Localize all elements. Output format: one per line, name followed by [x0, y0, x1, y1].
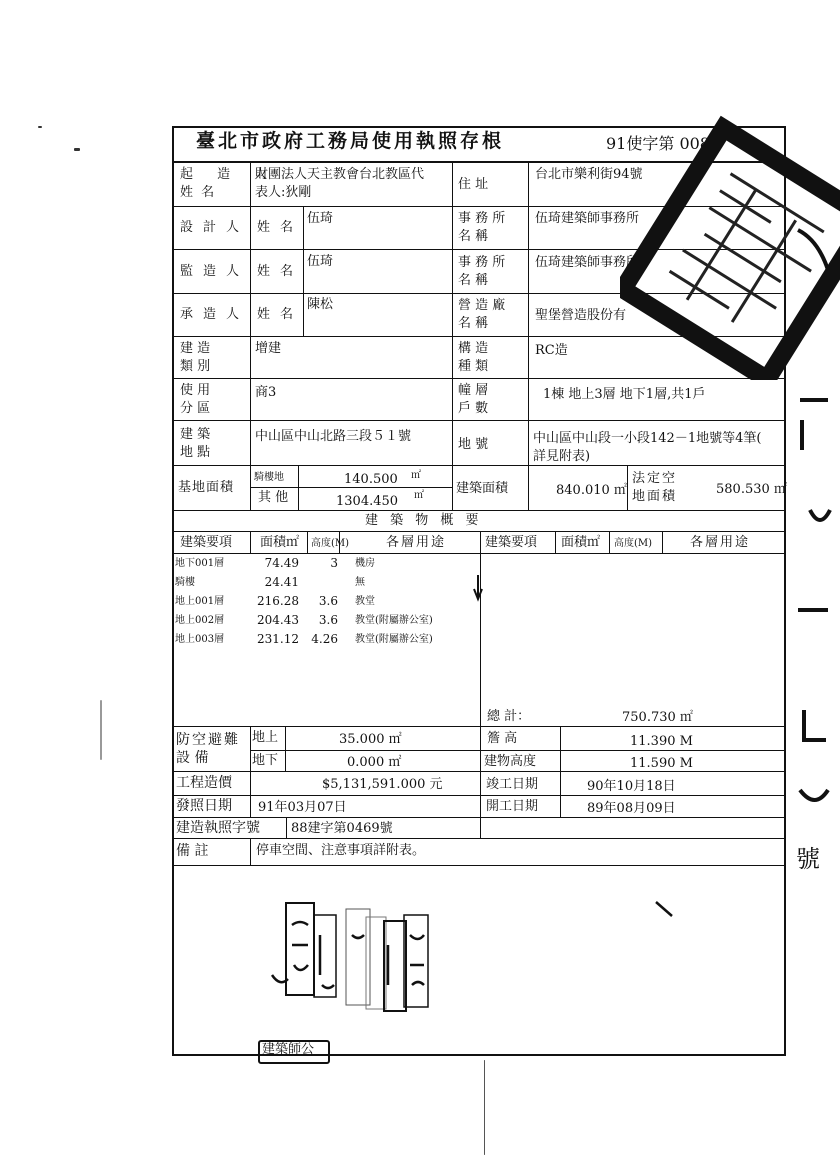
pen-mark: [472, 575, 484, 605]
shelter-label: 防空避難: [176, 732, 240, 748]
designer-name-label: 姓名: [257, 220, 304, 235]
adjacent-page-marks: [790, 150, 840, 890]
eave-value: 11.390 M: [630, 734, 693, 749]
contractor-office-label-2: 名 稱: [458, 316, 489, 331]
contractor-name-label: 姓名: [257, 307, 304, 322]
floor-use: 教堂(附屬辦公室): [355, 615, 433, 626]
remarks-label: 備 註: [176, 843, 209, 859]
floor-area: 216.28: [257, 594, 299, 608]
shelter-below-value: 0.000 ㎡: [347, 755, 402, 770]
applicant-name: 財團法人天主教會台北教區代: [255, 167, 425, 182]
total-value: 750.730 ㎡: [622, 710, 693, 725]
structure-value: RC造: [535, 343, 568, 358]
header-height: 高度(M): [311, 538, 350, 549]
other-unit: ㎡: [414, 490, 424, 501]
shelter-above-label: 地上: [252, 730, 279, 745]
header-use: 各層用途: [386, 535, 447, 550]
floor-height: 3.6: [318, 594, 338, 608]
floor-name: 地下001層: [175, 558, 225, 569]
contractor-office: 聖堡營造股份有: [535, 308, 627, 323]
legal-space-label-2: 地面積: [632, 489, 678, 504]
structure-label: 構 造: [458, 341, 489, 356]
header-use-right: 各層用途: [690, 535, 751, 550]
license-value: 88建字第0469號: [291, 821, 393, 836]
applicant-label-2: 姓 名: [180, 185, 217, 200]
floor-use: 機房: [355, 558, 375, 569]
completion-label: 竣工日期: [486, 777, 539, 792]
floor-area: 24.41: [264, 575, 299, 589]
location-value: 中山區中山北路三段５１號: [255, 429, 412, 444]
floor-name: 地上001層: [175, 596, 225, 607]
header-item-right: 建築要項: [485, 535, 538, 550]
total-label: 總 計：: [487, 709, 531, 724]
completion-date: 90年10月18日: [587, 779, 676, 794]
use-zone-label-2: 分 區: [180, 401, 211, 416]
building-height-label: 建物高度: [484, 754, 537, 769]
other-label: 其 他: [258, 490, 289, 505]
eave-label: 簷 高: [487, 731, 518, 746]
build-type-value: 增建: [255, 341, 282, 356]
building-area-value: 840.010 ㎡: [556, 483, 627, 498]
arcade-unit: ㎡: [411, 470, 421, 481]
structure-label-2: 種 類: [458, 359, 489, 374]
designer-label: 設計人: [180, 220, 250, 235]
supervisor-label: 監造人: [180, 264, 250, 279]
building-area-label: 建築面積: [456, 481, 509, 496]
start-date: 89年08月09日: [587, 801, 676, 816]
contractor-name: 陳松: [307, 297, 334, 312]
supervisor-name-label: 姓名: [257, 264, 304, 279]
overview-title: 建 築 物 概 要: [365, 513, 483, 528]
designer-office-label: 事 務 所: [458, 211, 506, 226]
site-area-label: 基地面積: [178, 480, 235, 495]
scan-line: [100, 700, 102, 760]
location-label-2: 地 點: [180, 445, 211, 460]
designer-name: 伍琦: [307, 211, 334, 226]
applicant-name-2: 表人:狄剛: [255, 185, 312, 200]
floors-value: 1棟 地上3層 地下1層,共1戶: [543, 387, 706, 402]
build-type-label: 建 造: [180, 341, 211, 356]
build-type-label-2: 類 別: [180, 359, 211, 374]
other-value: 1304.450: [336, 494, 399, 509]
lot-label: 地 號: [458, 437, 489, 452]
designer-office: 伍琦建築師事務所: [535, 211, 640, 226]
scan-line: [484, 1060, 485, 1155]
start-label: 開工日期: [486, 799, 539, 814]
applicant-label: 起 造 人: [180, 167, 278, 182]
header-item: 建築要項: [180, 535, 233, 550]
cost-value: $5,131,591.000 元: [322, 777, 443, 792]
supervisor-office: 伍琦建築師事務所: [535, 255, 640, 270]
address-label: 住 址: [458, 177, 489, 192]
side-mark: 號: [796, 845, 820, 873]
permit-number: 91使字第 008: [606, 134, 710, 153]
shelter-above-value: 35.000 ㎡: [339, 732, 402, 747]
floor-area: 74.49: [264, 556, 299, 570]
contractor-label: 承造人: [180, 307, 250, 322]
contractor-office-label: 營 造 廠: [458, 298, 506, 313]
scan-speck: [38, 126, 42, 128]
floor-use: 教堂(附屬辦公室): [355, 634, 433, 645]
issue-label: 發照日期: [176, 798, 232, 814]
building-height-value: 11.590 M: [630, 756, 693, 771]
lot-value-2: 詳見附表): [533, 449, 591, 464]
supervisor-name: 伍琦: [307, 254, 334, 269]
scan-speck: [74, 148, 80, 151]
supervisor-office-label-2: 名 稱: [458, 273, 489, 288]
floor-name: 騎樓: [175, 577, 195, 588]
floors-label: 幢 層: [458, 383, 489, 398]
address-value: 台北市樂利街94號: [535, 167, 643, 182]
arcade-label: 騎樓地: [254, 472, 284, 483]
arcade-value: 140.500: [344, 472, 398, 487]
floor-use: 無: [355, 577, 365, 588]
cost-label: 工程造價: [176, 775, 232, 791]
floor-height: 3.6: [318, 613, 338, 627]
floor-area: 231.12: [257, 632, 299, 646]
page-title: 臺北市政府工務局使用執照存根: [196, 130, 505, 152]
designer-office-label-2: 名 稱: [458, 229, 489, 244]
legal-space-value: 580.530 ㎡: [716, 482, 787, 497]
floor-use: 教堂: [355, 596, 375, 607]
floor-name: 地上002層: [175, 615, 225, 626]
floor-height: 3: [330, 556, 338, 570]
floors-label-2: 戶 數: [458, 401, 489, 416]
location-label: 建 築: [180, 427, 211, 442]
issue-date: 91年03月07日: [258, 800, 347, 815]
remarks-value: 停車空間、注意事項詳附表。: [256, 843, 426, 858]
lot-value: 中山區中山段一小段142－1地號等4筆(: [533, 431, 762, 446]
license-label: 建造執照字號: [176, 820, 260, 836]
use-zone-value: 商3: [255, 385, 277, 400]
floor-height: 4.26: [311, 632, 338, 646]
header-area-right: 面積㎡: [561, 535, 601, 550]
approval-signature-stamps: [262, 895, 442, 1015]
shelter-below-label: 地下: [252, 753, 279, 768]
floor-area: 204.43: [257, 613, 299, 627]
architect-seal-text: 建築師公: [262, 1042, 315, 1057]
use-zone-label: 使 用: [180, 383, 211, 398]
pen-mark: [654, 898, 678, 922]
legal-space-label: 法定空: [632, 471, 678, 486]
shelter-label-2: 設 備: [176, 750, 209, 766]
floor-name: 地上003層: [175, 634, 225, 645]
supervisor-office-label: 事 務 所: [458, 255, 506, 270]
header-height-right: 高度(M): [614, 538, 653, 549]
header-area: 面積㎡: [260, 535, 300, 550]
